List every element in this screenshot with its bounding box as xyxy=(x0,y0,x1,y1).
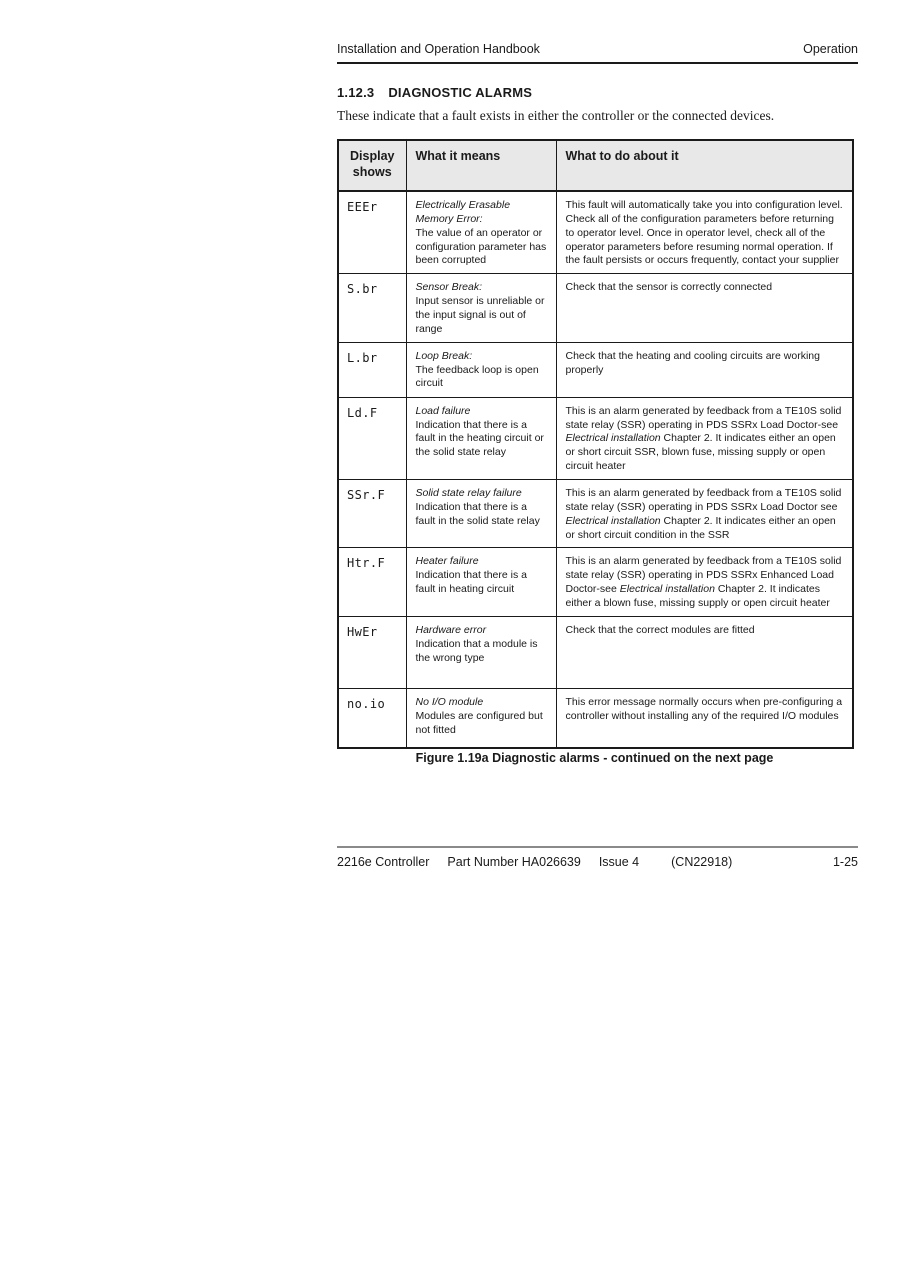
action-text: This fault will automatically take you into configuration level. Check all of the configuration parameters before returning to operator level. Once in operator level, check all of the operator parameters before resuming normal operation. If the fault persists or occurs frequently, contact your supplier xyxy=(565,199,843,267)
action-text: This is an alarm generated by feedback from a TE10S solid state relay (SSR) operating in PDS SSRx Load Doctor-see xyxy=(565,404,842,431)
action-text: Check that the sensor is correctly connected xyxy=(565,281,773,294)
table-row xyxy=(338,397,853,479)
action-text: Chapter 2. It indicates either an open or short circuit SSR, blown fuse, missing supply or open circuit heater xyxy=(565,432,836,473)
action-cell xyxy=(556,548,853,616)
meaning-title: Electrically Erasable Memory Error: xyxy=(415,199,511,225)
table-row xyxy=(338,274,853,342)
action-cell xyxy=(556,480,853,548)
action-text: Check that the correct modules are fitted xyxy=(565,623,755,636)
page-footer xyxy=(337,846,858,869)
table-row xyxy=(338,616,853,688)
meaning-body: Indication that there is a fault in the solid state relay xyxy=(415,500,540,527)
action-text-italic: Electrical installation xyxy=(565,514,661,527)
action-text: Chapter 2. It indicates either an open or short circuit condition in the SSR xyxy=(565,514,836,541)
table-row xyxy=(338,480,853,548)
footer-issue: Issue 4 xyxy=(598,855,640,869)
action-text: Chapter 2. It indicates either a blown fuse, missing supply or open circuit heater xyxy=(565,583,830,610)
meaning-cell xyxy=(406,688,556,748)
action-text-italic: Electrical installation xyxy=(565,432,661,445)
meaning-cell xyxy=(406,480,556,548)
action-cell xyxy=(556,688,853,748)
meaning-cell xyxy=(406,548,556,616)
meaning-body: Input sensor is unreliable or the input signal is out of range xyxy=(415,295,545,335)
action-cell xyxy=(556,274,853,342)
meaning-body: Indication that there is a fault in heating circuit xyxy=(415,569,527,596)
action-text: Check that the heating and cooling circuits are working properly xyxy=(565,349,820,376)
meaning-body: Indication that a module is the wrong type xyxy=(415,637,538,664)
meaning-title: Loop Break: xyxy=(415,349,473,362)
column-header-what-it-means: What it means xyxy=(406,140,556,191)
diagnostic-alarms-table xyxy=(337,139,854,749)
meaning-body: Indication that there is a fault in the heating circuit or the solid state relay xyxy=(415,418,544,459)
display-code: L.br xyxy=(338,342,406,397)
meaning-title: Hardware error xyxy=(415,623,487,636)
section-title: DIAGNOSTIC ALARMS xyxy=(388,85,533,100)
footer-cn: (CN22918) xyxy=(671,855,733,869)
meaning-title: No I/O module xyxy=(415,695,484,708)
figure-caption: Figure 1.19a Diagnostic alarms - continued on the next page xyxy=(415,751,774,765)
action-cell xyxy=(556,342,853,397)
footer-product: 2216e Controller xyxy=(337,855,430,869)
action-text-italic: Electrical installation xyxy=(619,583,715,596)
display-code: S.br xyxy=(338,274,406,342)
display-code: HwEr xyxy=(338,616,406,688)
column-header-what-to-do: What to do about it xyxy=(556,140,853,191)
meaning-body: The feedback loop is open circuit xyxy=(415,363,539,390)
running-header-right: Operation xyxy=(803,42,858,56)
meaning-title: Load failure xyxy=(415,404,471,417)
action-text: This is an alarm generated by feedback from a TE10S solid state relay (SSR) operating in PDS SSRx Enhanced Load Doctor-see xyxy=(565,555,842,596)
table-row xyxy=(338,191,853,274)
meaning-cell xyxy=(406,342,556,397)
action-cell xyxy=(556,616,853,688)
display-code: Ld.F xyxy=(338,397,406,479)
action-text: This error message normally occurs when pre-configuring a controller without installing any of the required I/O modules xyxy=(565,695,843,722)
meaning-title: Solid state relay failure xyxy=(415,487,522,500)
meaning-cell xyxy=(406,274,556,342)
section-heading xyxy=(337,85,532,100)
running-header xyxy=(337,42,858,64)
footer-part-number: Part Number HA026639 xyxy=(447,855,581,869)
intro-paragraph: These indicate that a fault exists in either the controller or the connected devices. xyxy=(337,108,775,123)
meaning-body: The value of an operator or configuration parameter has been corrupted xyxy=(415,226,547,267)
display-code: no.io xyxy=(338,688,406,748)
running-header-left: Installation and Operation Handbook xyxy=(337,42,540,56)
table-row xyxy=(338,688,853,748)
meaning-body: Modules are configured but not fitted xyxy=(415,709,543,736)
display-code: SSr.F xyxy=(338,480,406,548)
action-cell xyxy=(556,397,853,479)
table-row xyxy=(338,548,853,616)
meaning-cell xyxy=(406,191,556,274)
table-row xyxy=(338,342,853,397)
action-text: This is an alarm generated by feedback from a TE10S solid state relay (SSR) operating in PDS SSRx Load Doctor see xyxy=(565,487,842,513)
page-number: 1-25 xyxy=(832,855,858,869)
section-number: 1.12.3 xyxy=(337,85,375,100)
meaning-title: Sensor Break: xyxy=(415,281,483,294)
table-header-row xyxy=(338,140,853,191)
meaning-cell xyxy=(406,616,556,688)
display-code: EEEr xyxy=(338,191,406,274)
action-cell xyxy=(556,191,853,274)
display-code: Htr.F xyxy=(338,548,406,616)
meaning-cell xyxy=(406,397,556,479)
column-header-display-shows: Display shows xyxy=(338,140,406,191)
meaning-title: Heater failure xyxy=(415,555,479,568)
